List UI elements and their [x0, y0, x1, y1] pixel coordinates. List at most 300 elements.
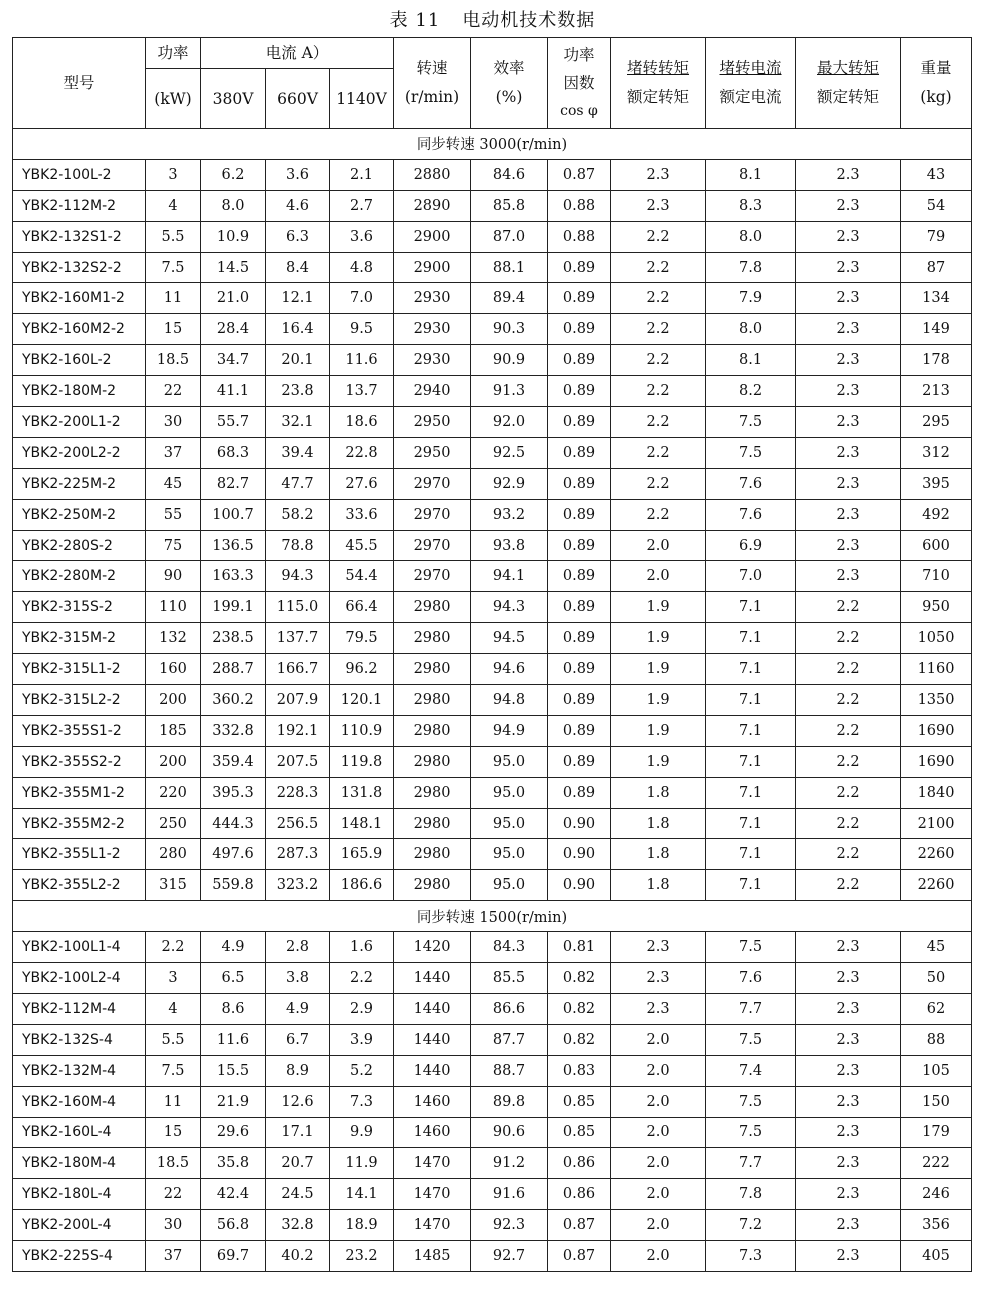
cell-current-1140v: 110.9 — [330, 715, 394, 746]
cell-locked-current-ratio: 7.1 — [706, 870, 796, 901]
table-body — [13, 129, 972, 1272]
cell-speed: 2930 — [394, 283, 471, 314]
cell-locked-current-ratio: 7.5 — [706, 437, 796, 468]
cell-weight: 1050 — [901, 623, 972, 654]
table-number: 表 11 — [389, 10, 441, 31]
cell-model: YBK2-112M-4 — [13, 993, 146, 1024]
cell-locked-current-ratio: 7.7 — [706, 1148, 796, 1179]
cell-current-380v: 21.0 — [201, 283, 266, 314]
cell-model: YBK2-132S-4 — [13, 1024, 146, 1055]
cell-current-660v: 12.1 — [266, 283, 330, 314]
cell-power-factor: 0.90 — [548, 870, 611, 901]
table-row — [13, 808, 972, 839]
header-pf-line2: 因数 — [563, 74, 595, 92]
cell-current-380v: 100.7 — [201, 499, 266, 530]
cell-efficiency: 94.9 — [471, 715, 548, 746]
cell-speed: 2930 — [394, 345, 471, 376]
cell-power: 18.5 — [146, 1148, 201, 1179]
cell-power: 15 — [146, 1117, 201, 1148]
table-row — [13, 715, 972, 746]
cell-speed: 1470 — [394, 1210, 471, 1241]
cell-speed: 2980 — [394, 623, 471, 654]
cell-efficiency: 92.9 — [471, 468, 548, 499]
cell-speed: 2950 — [394, 407, 471, 438]
cell-max-torque-ratio: 2.3 — [796, 1086, 901, 1117]
cell-model: YBK2-315S-2 — [13, 592, 146, 623]
cell-max-torque-ratio: 2.3 — [796, 221, 901, 252]
cell-power-factor: 0.89 — [548, 530, 611, 561]
cell-power: 200 — [146, 685, 201, 716]
cell-locked-current-ratio: 7.3 — [706, 1241, 796, 1272]
cell-max-torque-ratio: 2.2 — [796, 777, 901, 808]
cell-current-1140v: 13.7 — [330, 376, 394, 407]
cell-locked-torque-ratio: 2.0 — [611, 1210, 706, 1241]
cell-locked-torque-ratio: 2.3 — [611, 190, 706, 221]
cell-locked-current-ratio: 8.1 — [706, 159, 796, 190]
table-row — [13, 1179, 972, 1210]
cell-power-factor: 0.88 — [548, 221, 611, 252]
cell-locked-torque-ratio: 1.9 — [611, 654, 706, 685]
header-weight — [901, 38, 972, 129]
cell-model: YBK2-132M-4 — [13, 1055, 146, 1086]
cell-current-1140v: 3.9 — [330, 1024, 394, 1055]
cell-current-1140v: 7.0 — [330, 283, 394, 314]
cell-max-torque-ratio: 2.2 — [796, 870, 901, 901]
cell-weight: 1690 — [901, 746, 972, 777]
cell-speed: 2980 — [394, 654, 471, 685]
cell-weight: 1690 — [901, 715, 972, 746]
cell-current-380v: 497.6 — [201, 839, 266, 870]
cell-current-380v: 14.5 — [201, 252, 266, 283]
cell-power: 7.5 — [146, 252, 201, 283]
motor-spec-table — [12, 37, 972, 1272]
cell-weight: 356 — [901, 1210, 972, 1241]
cell-locked-torque-ratio: 2.0 — [611, 1241, 706, 1272]
cell-speed: 1485 — [394, 1241, 471, 1272]
table-row — [13, 1024, 972, 1055]
cell-current-380v: 6.2 — [201, 159, 266, 190]
cell-current-1140v: 66.4 — [330, 592, 394, 623]
cell-current-380v: 21.9 — [201, 1086, 266, 1117]
cell-power-factor: 0.82 — [548, 1024, 611, 1055]
cell-locked-torque-ratio: 2.2 — [611, 376, 706, 407]
cell-power-factor: 0.89 — [548, 252, 611, 283]
cell-locked-current-ratio: 7.2 — [706, 1210, 796, 1241]
cell-current-660v: 192.1 — [266, 715, 330, 746]
cell-efficiency: 95.0 — [471, 808, 548, 839]
cell-efficiency: 93.8 — [471, 530, 548, 561]
cell-model: YBK2-225M-2 — [13, 468, 146, 499]
cell-power-factor: 0.90 — [548, 839, 611, 870]
cell-locked-torque-ratio: 2.2 — [611, 437, 706, 468]
cell-speed: 2980 — [394, 777, 471, 808]
cell-power: 132 — [146, 623, 201, 654]
table-row — [13, 437, 972, 468]
cell-efficiency: 90.3 — [471, 314, 548, 345]
table-row — [13, 746, 972, 777]
cell-locked-torque-ratio: 1.9 — [611, 746, 706, 777]
table-row — [13, 221, 972, 252]
cell-max-torque-ratio: 2.2 — [796, 808, 901, 839]
cell-max-torque-ratio: 2.3 — [796, 407, 901, 438]
cell-current-1140v: 23.2 — [330, 1241, 394, 1272]
table-row — [13, 159, 972, 190]
cell-current-1140v: 1.6 — [330, 932, 394, 963]
header-lrt-numerator: 堵转转矩 — [627, 59, 690, 77]
cell-current-1140v: 2.2 — [330, 963, 394, 994]
cell-efficiency: 93.2 — [471, 499, 548, 530]
cell-locked-current-ratio: 7.6 — [706, 468, 796, 499]
table-row — [13, 314, 972, 345]
cell-current-380v: 29.6 — [201, 1117, 266, 1148]
cell-current-1140v: 33.6 — [330, 499, 394, 530]
cell-locked-current-ratio: 7.1 — [706, 746, 796, 777]
cell-locked-torque-ratio: 2.2 — [611, 499, 706, 530]
cell-current-660v: 207.5 — [266, 746, 330, 777]
cell-efficiency: 94.3 — [471, 592, 548, 623]
cell-current-380v: 288.7 — [201, 654, 266, 685]
cell-locked-current-ratio: 7.1 — [706, 777, 796, 808]
cell-locked-torque-ratio: 2.2 — [611, 314, 706, 345]
cell-model: YBK2-132S1-2 — [13, 221, 146, 252]
section-row — [13, 129, 972, 160]
cell-speed: 2980 — [394, 715, 471, 746]
cell-power-factor: 0.85 — [548, 1117, 611, 1148]
cell-current-660v: 20.1 — [266, 345, 330, 376]
cell-current-1140v: 165.9 — [330, 839, 394, 870]
cell-max-torque-ratio: 2.3 — [796, 993, 901, 1024]
cell-locked-torque-ratio: 2.2 — [611, 221, 706, 252]
header-mt-denominator: 额定转矩 — [817, 88, 880, 106]
cell-current-1140v: 96.2 — [330, 654, 394, 685]
section-label: 同步转速 3000(r/min) — [13, 129, 972, 160]
header-380v: 380V — [201, 69, 266, 129]
cell-current-660v: 32.8 — [266, 1210, 330, 1241]
cell-weight: 2260 — [901, 870, 972, 901]
cell-power: 55 — [146, 499, 201, 530]
header-power: 功率 — [146, 38, 201, 69]
cell-max-torque-ratio: 2.2 — [796, 839, 901, 870]
cell-current-380v: 69.7 — [201, 1241, 266, 1272]
cell-current-660v: 6.3 — [266, 221, 330, 252]
cell-power-factor: 0.89 — [548, 345, 611, 376]
cell-current-660v: 137.7 — [266, 623, 330, 654]
cell-speed: 2940 — [394, 376, 471, 407]
cell-locked-torque-ratio: 2.3 — [611, 159, 706, 190]
header-efficiency — [471, 38, 548, 129]
cell-model: YBK2-355S2-2 — [13, 746, 146, 777]
cell-power: 3 — [146, 963, 201, 994]
section-label: 同步转速 1500(r/min) — [13, 901, 972, 932]
cell-current-1140v: 79.5 — [330, 623, 394, 654]
cell-current-380v: 559.8 — [201, 870, 266, 901]
cell-locked-current-ratio: 7.1 — [706, 839, 796, 870]
cell-current-380v: 55.7 — [201, 407, 266, 438]
cell-weight: 178 — [901, 345, 972, 376]
cell-max-torque-ratio: 2.2 — [796, 623, 901, 654]
cell-locked-torque-ratio: 2.0 — [611, 1024, 706, 1055]
cell-locked-torque-ratio: 1.8 — [611, 839, 706, 870]
cell-model: YBK2-160L-2 — [13, 345, 146, 376]
cell-current-380v: 360.2 — [201, 685, 266, 716]
cell-locked-current-ratio: 7.8 — [706, 1179, 796, 1210]
header-power-unit: (kW) — [146, 69, 201, 129]
cell-weight: 134 — [901, 283, 972, 314]
cell-speed: 2930 — [394, 314, 471, 345]
cell-weight: 2100 — [901, 808, 972, 839]
cell-efficiency: 89.4 — [471, 283, 548, 314]
cell-current-660v: 58.2 — [266, 499, 330, 530]
cell-locked-current-ratio: 8.3 — [706, 190, 796, 221]
cell-max-torque-ratio: 2.2 — [796, 746, 901, 777]
header-max-torque — [796, 38, 901, 129]
cell-power: 11 — [146, 283, 201, 314]
cell-current-1140v: 11.9 — [330, 1148, 394, 1179]
cell-power-factor: 0.81 — [548, 932, 611, 963]
cell-model: YBK2-280S-2 — [13, 530, 146, 561]
cell-current-1140v: 14.1 — [330, 1179, 394, 1210]
cell-speed: 2970 — [394, 468, 471, 499]
cell-current-660v: 4.6 — [266, 190, 330, 221]
table-row — [13, 1117, 972, 1148]
cell-power-factor: 0.89 — [548, 376, 611, 407]
cell-speed: 1440 — [394, 1055, 471, 1086]
cell-locked-torque-ratio: 2.3 — [611, 932, 706, 963]
cell-model: YBK2-112M-2 — [13, 190, 146, 221]
table-row — [13, 839, 972, 870]
cell-model: YBK2-132S2-2 — [13, 252, 146, 283]
cell-current-660v: 3.8 — [266, 963, 330, 994]
cell-max-torque-ratio: 2.3 — [796, 252, 901, 283]
cell-max-torque-ratio: 2.3 — [796, 190, 901, 221]
cell-model: YBK2-180L-4 — [13, 1179, 146, 1210]
cell-locked-torque-ratio: 1.9 — [611, 715, 706, 746]
cell-locked-torque-ratio: 1.8 — [611, 808, 706, 839]
cell-power-factor: 0.89 — [548, 592, 611, 623]
cell-model: YBK2-100L1-4 — [13, 932, 146, 963]
cell-max-torque-ratio: 2.2 — [796, 592, 901, 623]
cell-model: YBK2-160M-4 — [13, 1086, 146, 1117]
cell-max-torque-ratio: 2.3 — [796, 561, 901, 592]
table-row — [13, 870, 972, 901]
section-row — [13, 901, 972, 932]
cell-weight: 79 — [901, 221, 972, 252]
cell-speed: 2970 — [394, 530, 471, 561]
cell-current-380v: 332.8 — [201, 715, 266, 746]
cell-current-660v: 40.2 — [266, 1241, 330, 1272]
cell-power-factor: 0.88 — [548, 190, 611, 221]
cell-locked-current-ratio: 7.5 — [706, 1024, 796, 1055]
cell-max-torque-ratio: 2.3 — [796, 1024, 901, 1055]
header-pf-line1: 功率 — [563, 46, 595, 64]
cell-current-380v: 42.4 — [201, 1179, 266, 1210]
cell-current-660v: 8.9 — [266, 1055, 330, 1086]
cell-speed: 1460 — [394, 1117, 471, 1148]
cell-power: 220 — [146, 777, 201, 808]
table-row — [13, 252, 972, 283]
cell-current-1140v: 2.9 — [330, 993, 394, 1024]
cell-model: YBK2-160L-4 — [13, 1117, 146, 1148]
cell-current-660v: 4.9 — [266, 993, 330, 1024]
header-weight-unit: (kg) — [920, 88, 952, 106]
cell-power-factor: 0.86 — [548, 1179, 611, 1210]
header-current: 电流 A） — [201, 38, 394, 69]
cell-current-660v: 47.7 — [266, 468, 330, 499]
cell-max-torque-ratio: 2.3 — [796, 468, 901, 499]
cell-max-torque-ratio: 2.3 — [796, 283, 901, 314]
cell-model: YBK2-180M-4 — [13, 1148, 146, 1179]
cell-power-factor: 0.82 — [548, 963, 611, 994]
cell-speed: 2980 — [394, 870, 471, 901]
cell-power: 30 — [146, 407, 201, 438]
cell-locked-current-ratio: 7.4 — [706, 1055, 796, 1086]
cell-locked-torque-ratio: 2.2 — [611, 468, 706, 499]
cell-current-1140v: 27.6 — [330, 468, 394, 499]
cell-weight: 1350 — [901, 685, 972, 716]
cell-speed: 2970 — [394, 561, 471, 592]
cell-current-660v: 115.0 — [266, 592, 330, 623]
cell-locked-torque-ratio: 1.9 — [611, 623, 706, 654]
cell-current-660v: 94.3 — [266, 561, 330, 592]
cell-current-660v: 32.1 — [266, 407, 330, 438]
table-row — [13, 963, 972, 994]
table-row — [13, 561, 972, 592]
cell-efficiency: 94.1 — [471, 561, 548, 592]
cell-model: YBK2-315L1-2 — [13, 654, 146, 685]
cell-max-torque-ratio: 2.3 — [796, 1148, 901, 1179]
cell-power-factor: 0.89 — [548, 654, 611, 685]
cell-current-660v: 228.3 — [266, 777, 330, 808]
cell-power: 2.2 — [146, 932, 201, 963]
cell-speed: 2890 — [394, 190, 471, 221]
table-row — [13, 993, 972, 1024]
cell-current-380v: 444.3 — [201, 808, 266, 839]
cell-current-660v: 24.5 — [266, 1179, 330, 1210]
cell-current-660v: 256.5 — [266, 808, 330, 839]
cell-weight: 312 — [901, 437, 972, 468]
cell-locked-current-ratio: 8.0 — [706, 314, 796, 345]
cell-power: 15 — [146, 314, 201, 345]
cell-power: 22 — [146, 376, 201, 407]
cell-power-factor: 0.89 — [548, 715, 611, 746]
header-lrc-denominator: 额定电流 — [719, 88, 782, 106]
cell-locked-torque-ratio: 2.0 — [611, 1117, 706, 1148]
cell-power: 11 — [146, 1086, 201, 1117]
cell-current-1140v: 11.6 — [330, 345, 394, 376]
cell-current-380v: 136.5 — [201, 530, 266, 561]
header-lrc-numerator: 堵转电流 — [719, 59, 782, 77]
table-title — [0, 9, 985, 33]
cell-locked-torque-ratio: 2.2 — [611, 283, 706, 314]
cell-weight: 395 — [901, 468, 972, 499]
cell-max-torque-ratio: 2.2 — [796, 654, 901, 685]
cell-current-380v: 199.1 — [201, 592, 266, 623]
cell-max-torque-ratio: 2.3 — [796, 1241, 901, 1272]
cell-speed: 2900 — [394, 252, 471, 283]
cell-weight: 54 — [901, 190, 972, 221]
cell-locked-torque-ratio: 2.2 — [611, 407, 706, 438]
cell-locked-torque-ratio: 2.0 — [611, 1086, 706, 1117]
cell-current-660v: 20.7 — [266, 1148, 330, 1179]
cell-power: 22 — [146, 1179, 201, 1210]
cell-speed: 2880 — [394, 159, 471, 190]
cell-power: 7.5 — [146, 1055, 201, 1086]
cell-weight: 600 — [901, 530, 972, 561]
cell-current-1140v: 131.8 — [330, 777, 394, 808]
header-1140v: 1140V — [330, 69, 394, 129]
cell-power: 160 — [146, 654, 201, 685]
cell-model: YBK2-315L2-2 — [13, 685, 146, 716]
cell-locked-torque-ratio: 1.9 — [611, 685, 706, 716]
cell-power: 45 — [146, 468, 201, 499]
cell-max-torque-ratio: 2.3 — [796, 376, 901, 407]
cell-locked-torque-ratio: 2.0 — [611, 530, 706, 561]
table-row — [13, 190, 972, 221]
cell-power: 18.5 — [146, 345, 201, 376]
header-locked-rotor-torque — [611, 38, 706, 129]
cell-efficiency: 87.0 — [471, 221, 548, 252]
cell-model: YBK2-355L2-2 — [13, 870, 146, 901]
cell-model: YBK2-355M1-2 — [13, 777, 146, 808]
table-row — [13, 468, 972, 499]
cell-model: YBK2-225S-4 — [13, 1241, 146, 1272]
cell-speed: 1440 — [394, 1024, 471, 1055]
cell-current-660v: 6.7 — [266, 1024, 330, 1055]
cell-efficiency: 94.6 — [471, 654, 548, 685]
table-row — [13, 407, 972, 438]
cell-efficiency: 95.0 — [471, 839, 548, 870]
cell-power-factor: 0.89 — [548, 685, 611, 716]
cell-weight: 2260 — [901, 839, 972, 870]
table-row — [13, 283, 972, 314]
cell-locked-torque-ratio: 2.0 — [611, 1179, 706, 1210]
cell-current-380v: 28.4 — [201, 314, 266, 345]
cell-power-factor: 0.89 — [548, 407, 611, 438]
header-speed-unit: (r/min) — [404, 88, 460, 106]
table-header — [13, 38, 972, 129]
cell-model: YBK2-355M2-2 — [13, 808, 146, 839]
cell-current-1140v: 4.8 — [330, 252, 394, 283]
cell-current-1140v: 18.6 — [330, 407, 394, 438]
cell-weight: 149 — [901, 314, 972, 345]
cell-current-660v: 16.4 — [266, 314, 330, 345]
cell-weight: 710 — [901, 561, 972, 592]
cell-locked-current-ratio: 8.0 — [706, 221, 796, 252]
cell-power-factor: 0.89 — [548, 314, 611, 345]
cell-current-380v: 11.6 — [201, 1024, 266, 1055]
cell-current-660v: 207.9 — [266, 685, 330, 716]
cell-current-380v: 395.3 — [201, 777, 266, 808]
cell-model: YBK2-200L-4 — [13, 1210, 146, 1241]
cell-locked-current-ratio: 7.1 — [706, 623, 796, 654]
cell-efficiency: 91.6 — [471, 1179, 548, 1210]
cell-model: YBK2-355S1-2 — [13, 715, 146, 746]
cell-locked-current-ratio: 7.6 — [706, 499, 796, 530]
cell-current-1140v: 3.6 — [330, 221, 394, 252]
cell-locked-current-ratio: 7.1 — [706, 654, 796, 685]
cell-current-380v: 82.7 — [201, 468, 266, 499]
cell-weight: 179 — [901, 1117, 972, 1148]
cell-max-torque-ratio: 2.3 — [796, 314, 901, 345]
cell-efficiency: 94.8 — [471, 685, 548, 716]
cell-weight: 222 — [901, 1148, 972, 1179]
cell-current-380v: 56.8 — [201, 1210, 266, 1241]
cell-weight: 150 — [901, 1086, 972, 1117]
cell-locked-torque-ratio: 2.3 — [611, 993, 706, 1024]
cell-locked-current-ratio: 7.5 — [706, 932, 796, 963]
cell-power-factor: 0.89 — [548, 623, 611, 654]
cell-current-1140v: 45.5 — [330, 530, 394, 561]
